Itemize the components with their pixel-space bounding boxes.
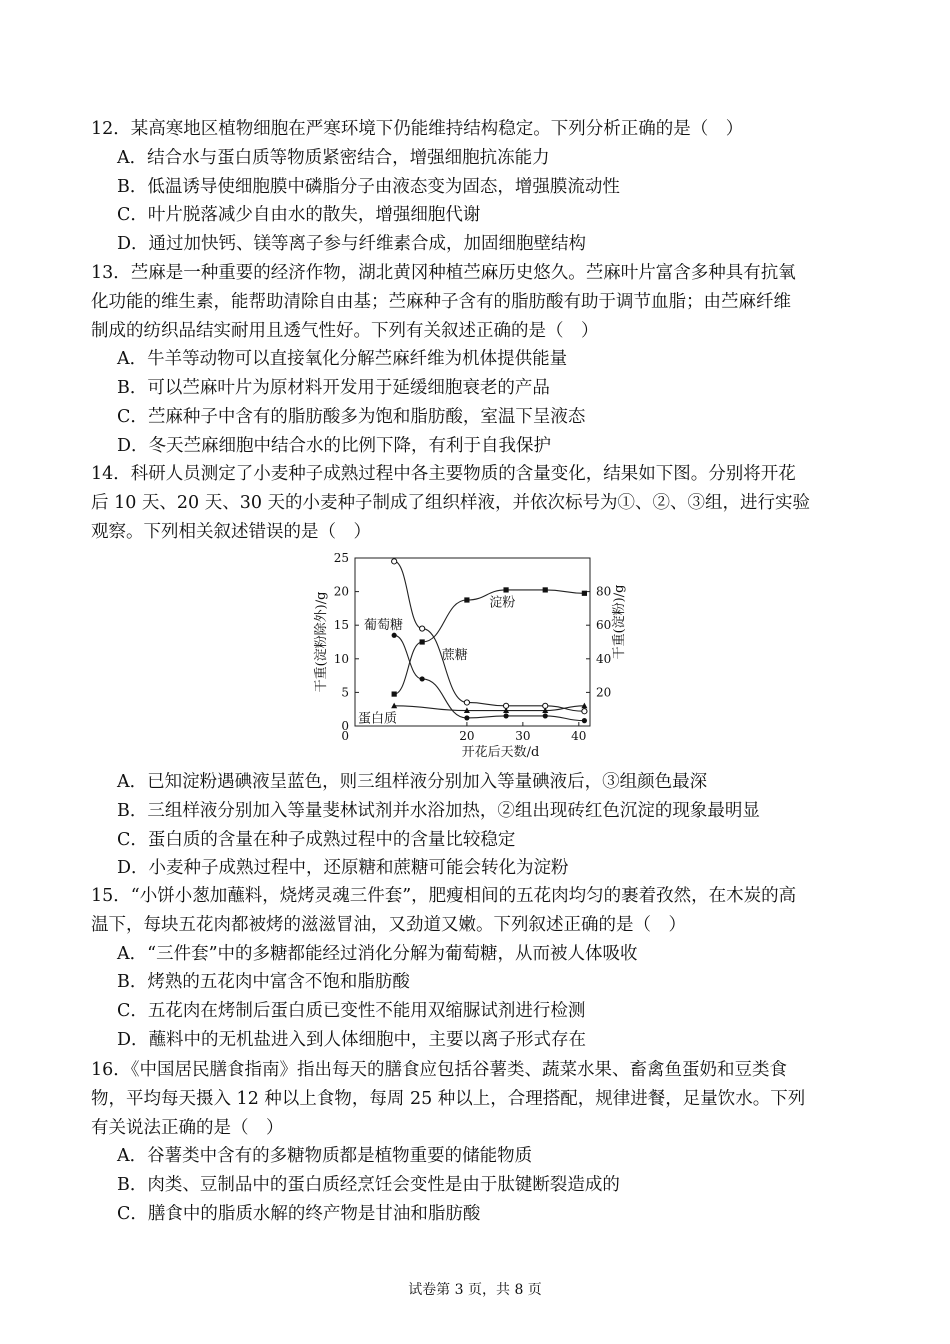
- answer-option: D．冬天苎麻细胞中结合水的比例下降，有利于自我保护: [117, 435, 552, 456]
- data-point-葡萄糖: [582, 718, 587, 723]
- series-annotation: 蛋白质: [358, 711, 398, 727]
- answer-option: B．肉类、豆制品中的蛋白质经烹饪会变性是由于肽键断裂造成的: [117, 1175, 620, 1196]
- series-annotation: 蔗糖: [441, 647, 468, 663]
- data-point-淀粉: [582, 591, 587, 596]
- answer-option: D．通过加快钙、镁等离子参与纤维素合成，加固细胞壁结构: [117, 234, 587, 255]
- data-point-葡萄糖: [392, 633, 397, 638]
- y-left-tick-label: 25: [333, 551, 349, 565]
- y-left-tick-label: 5: [341, 685, 349, 700]
- answer-option: D．蘸料中的无机盐进入到人体细胞中，主要以离子形式存在: [117, 1030, 587, 1050]
- answer-option: D．小麦种子成熟过程中，还原糖和蔗糖可能会转化为淀粉: [117, 858, 569, 879]
- answer-option: C．蛋白质的含量在种子成熟过程中的含量比较稳定: [117, 829, 516, 850]
- question-stem-line: 12．某高寒地区植物细胞在严寒环境下仍能维持结构稳定。下列分析正确的是（ ）: [91, 119, 744, 139]
- x-tick-label: 20: [459, 729, 475, 743]
- data-point-蔗糖: [392, 559, 397, 564]
- question-stem-line: 14．科研人员测定了小麦种子成熟过程中各主要物质的含量变化，结果如下图。分别将开花: [91, 464, 796, 484]
- data-point-葡萄糖: [464, 715, 469, 720]
- y-right-axis-label: 干重(淀粉)/g: [612, 584, 627, 660]
- y-left-tick-label: 0: [341, 719, 349, 733]
- data-point-蔗糖: [582, 709, 587, 714]
- answer-option: A．“三件套”中的多糖都能经过消化分解为葡萄糖，从而被人体吸收: [117, 943, 638, 964]
- y-right-tick-label: 20: [596, 685, 612, 700]
- data-point-葡萄糖: [543, 713, 548, 718]
- data-point-淀粉: [543, 587, 548, 592]
- data-point-葡萄糖: [420, 676, 425, 681]
- data-point-淀粉: [464, 597, 469, 602]
- question-stem-line: 制成的纺织品结实耐用且透气性好。下列有关叙述正确的是（ ）: [91, 320, 599, 341]
- question-stem-line: 观察。下列相关叙述错误的是（ ）: [91, 521, 371, 542]
- question-stem-line: 温下，每块五花肉都被烤的滋滋冒油，又劲道又嫩。下列叙述正确的是（ ）: [91, 914, 686, 935]
- answer-option: A．牛羊等动物可以直接氧化分解苎麻纤维为机体提供能量: [117, 349, 568, 370]
- question-stem-line: 物，平均每天摄入 12 种以上食物，每周 25 种以上，合理搭配，规律进餐，足量饮水。下列: [91, 1088, 806, 1109]
- y-left-axis-label: 干重(淀粉除外)/g: [314, 591, 329, 693]
- data-point-淀粉: [420, 639, 425, 644]
- page-footer: 试卷第 3 页，共 8 页: [408, 1282, 542, 1298]
- x-axis-label: 开花后天数/d: [461, 745, 540, 760]
- wheat-seed-chart: [305, 548, 625, 762]
- answer-option: C．苎麻种子中含有的脂肪酸多为饱和脂肪酸，室温下呈液态: [117, 407, 586, 427]
- y-left-tick-label: 20: [333, 584, 349, 599]
- answer-option: B．烤熟的五花肉中富含不饱和脂肪酸: [117, 972, 410, 993]
- y-right-tick-label: 40: [596, 651, 612, 666]
- data-point-蔗糖: [420, 626, 425, 631]
- question-stem-line: 13．苎麻是一种重要的经济作物，湖北黄冈种植苎麻历史悠久。苎麻叶片富含多种具有抗氧: [91, 263, 796, 283]
- answer-option: B．三组样液分别加入等量斐林试剂并水浴加热，②组出现砖红色沉淀的现象最明显: [117, 800, 760, 821]
- data-point-葡萄糖: [503, 713, 508, 718]
- y-left-tick-label: 15: [333, 618, 349, 633]
- x-tick-label: 40: [571, 729, 587, 743]
- data-point-蔗糖: [464, 700, 469, 705]
- answer-option: C．五花肉在烤制后蛋白质已变性不能用双缩脲试剂进行检测: [117, 1001, 586, 1022]
- answer-option: A．结合水与蛋白质等物质紧密结合，增强细胞抗冻能力: [117, 147, 550, 168]
- question-stem-line: 化功能的维生素，能帮助清除自由基；苎麻种子含有的脂肪酸有助于调节血脂；由苎麻纤维: [91, 291, 791, 312]
- plot-frame: [355, 558, 590, 726]
- question-stem-line: 后 10 天、20 天、30 天的小麦种子制成了组织样液，并依次标号为①、②、③组，进行实验: [91, 492, 811, 513]
- y-right-tick-label: 60: [596, 618, 612, 633]
- answer-option: A．已知淀粉遇碘液呈蓝色，则三组样液分别加入等量碘液后，③组颜色最深: [117, 772, 708, 792]
- answer-option: B．低温诱导使细胞膜中磷脂分子由液态变为固态，增强膜流动性: [117, 176, 620, 197]
- series-line-蔗糖: [394, 561, 584, 711]
- answer-option: C．膳食中的脂质水解的终产物是甘油和脂肪酸: [117, 1204, 481, 1224]
- question-stem-line: 15．“小饼小葱加蘸料，烧烤灵魂三件套”，肥瘦相间的五花肉均匀的裹着孜然，在木炭的高: [91, 886, 797, 906]
- data-point-淀粉: [392, 691, 397, 696]
- y-right-tick-label: 80: [596, 584, 612, 599]
- series-annotation: 葡萄糖: [364, 618, 404, 634]
- x-tick-label: 0: [341, 729, 349, 743]
- question-stem-line: 16．《中国居民膳食指南》指出每天的膳食应包括谷薯类、蔬菜水果、畜禽鱼蛋奶和豆类食: [91, 1060, 788, 1080]
- answer-option: B．可以苎麻叶片为原材料开发用于延缓细胞衰老的产品: [117, 378, 550, 399]
- question-stem-line: 有关说法正确的是（ ）: [91, 1117, 284, 1138]
- answer-option: C．叶片脱落减少自由水的散失，增强细胞代谢: [117, 205, 481, 226]
- series-annotation: 淀粉: [489, 595, 516, 611]
- x-tick-label: 30: [515, 729, 531, 743]
- data-point-淀粉: [503, 587, 508, 592]
- y-left-tick-label: 10: [333, 651, 349, 666]
- answer-option: A．谷薯类中含有的多糖物质都是植物重要的储能物质: [117, 1146, 533, 1167]
